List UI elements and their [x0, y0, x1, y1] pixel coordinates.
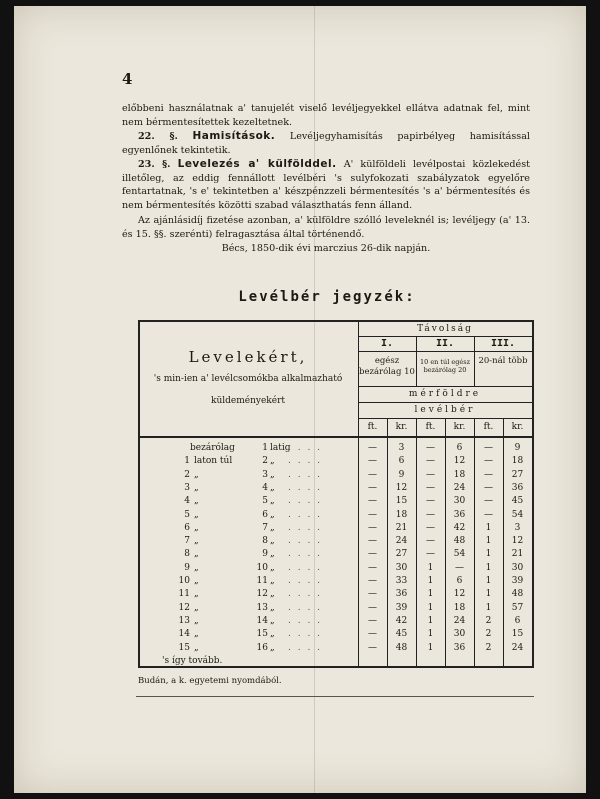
row-value: 3 — [398, 443, 405, 453]
row-value: — — [368, 629, 377, 640]
row-label: „ — [194, 602, 199, 613]
row-value: — — [484, 443, 493, 453]
row-value: 24 — [511, 642, 524, 653]
row-value: 57 — [511, 602, 524, 613]
row-value: 15 — [511, 629, 524, 640]
row-unit: „ — [270, 509, 275, 520]
section-22-heading: Hamisítások. — [192, 130, 276, 142]
row-value: — — [368, 549, 377, 560]
row-unit: „ — [270, 642, 275, 653]
row-dots: . . . . — [288, 509, 323, 520]
table-row — [140, 575, 532, 587]
row-value: — — [368, 562, 377, 573]
row-value: — — [484, 509, 493, 520]
row-from: 15 — [178, 642, 190, 653]
row-to: 1 — [262, 443, 268, 453]
section-22 — [122, 130, 530, 157]
row-value: — — [484, 456, 493, 467]
row-to: 3 — [262, 469, 268, 480]
row-to: 9 — [262, 549, 268, 560]
row-from: 10 — [178, 576, 190, 586]
row-value: 48 — [395, 642, 408, 653]
row-label: „ — [194, 642, 199, 653]
document-page — [14, 6, 586, 793]
tariff-table — [138, 320, 534, 668]
row-to: 13 — [256, 602, 268, 613]
paragraph-continuation: előbbeni használatnak a' tanujelét viselő levéljegyekkel ellátva adatnak fel, mint nem bérmentesítettek kezeltetnek. — [122, 103, 530, 128]
row-label: „ — [194, 589, 199, 600]
table-row — [140, 495, 532, 507]
row-value: 1 — [485, 589, 492, 600]
row-value: 2 — [485, 629, 492, 640]
row-value: 12 — [395, 482, 408, 493]
row-value: 30 — [511, 562, 524, 573]
row-from: 6 — [184, 522, 190, 533]
table-row — [140, 642, 532, 654]
row-to: 6 — [262, 509, 268, 520]
row-dots: . . . . — [288, 629, 323, 640]
row-label: „ — [194, 562, 199, 573]
row-value: — — [426, 443, 435, 453]
header-letters-for: Levelekért, — [188, 348, 308, 366]
row-from: 8 — [184, 549, 190, 560]
divider — [358, 402, 532, 403]
row-value: 39 — [395, 602, 408, 613]
row-value: 42 — [395, 615, 408, 626]
row-from: 14 — [178, 629, 190, 640]
row-value: — — [426, 536, 435, 547]
section-23 — [122, 158, 530, 212]
row-value: 9 — [514, 443, 521, 453]
row-unit: „ — [270, 456, 275, 467]
row-value: 6 — [456, 576, 463, 586]
row-value: 12 — [511, 536, 524, 547]
row-unit: „ — [270, 522, 275, 533]
row-value: — — [484, 496, 493, 507]
col-ft-2: ft. — [425, 422, 436, 432]
row-label: „ — [194, 509, 199, 520]
row-label: bezárólag — [190, 443, 235, 453]
row-label: „ — [194, 549, 199, 560]
header-zone-1: I. — [380, 338, 394, 349]
row-unit: „ — [270, 615, 275, 626]
row-value: 21 — [511, 549, 524, 560]
zone-1-range: egész bezárólag 10 — [359, 356, 415, 377]
row-dots: . . . . — [288, 602, 323, 613]
row-value: 1 — [427, 589, 434, 600]
row-unit: „ — [270, 482, 275, 493]
table-row — [140, 535, 532, 547]
row-value: 15 — [395, 496, 408, 507]
row-value: 1 — [485, 536, 492, 547]
row-value: 24 — [453, 482, 466, 493]
row-value: 48 — [453, 536, 466, 547]
row-from: 5 — [184, 509, 190, 520]
header-distance: Távolság — [417, 324, 473, 334]
row-value: — — [368, 509, 377, 520]
row-dots: . . . . — [288, 443, 323, 453]
row-dots: . . . . — [288, 562, 323, 573]
row-label: „ — [194, 615, 199, 626]
row-value: — — [426, 509, 435, 520]
row-value: — — [368, 456, 377, 467]
row-value: 1 — [485, 576, 492, 586]
row-dots: . . . . — [288, 456, 323, 467]
page-number: 4 — [122, 70, 133, 88]
row-value: — — [368, 642, 377, 653]
divider — [358, 386, 532, 387]
row-label: „ — [194, 576, 199, 586]
table-row — [140, 615, 532, 627]
zone-3-range: 20-nál több — [478, 356, 528, 366]
row-value: 33 — [395, 576, 408, 586]
row-label: laton túl — [194, 456, 233, 467]
row-dots: . . . . — [288, 589, 323, 600]
row-value: 18 — [453, 602, 466, 613]
row-from: 12 — [178, 602, 190, 613]
row-value: 1 — [427, 576, 434, 586]
row-value: 12 — [453, 589, 466, 600]
row-to: 10 — [256, 562, 268, 573]
row-value: — — [368, 589, 377, 600]
row-to: 7 — [262, 522, 268, 533]
row-value: 2 — [485, 642, 492, 653]
row-value: 39 — [511, 576, 524, 586]
row-value: — — [368, 496, 377, 507]
row-to: 14 — [256, 615, 268, 626]
row-dots: . . . . — [288, 576, 323, 586]
row-to: 15 — [256, 629, 268, 640]
row-to: 12 — [256, 589, 268, 600]
header-postage: levélbér — [414, 405, 476, 415]
table-row-continuation — [140, 655, 532, 667]
row-value: 18 — [511, 456, 524, 467]
row-value: 3 — [514, 522, 521, 533]
row-dots: . . . . — [288, 549, 323, 560]
row-unit: „ — [270, 536, 275, 547]
table-row — [140, 442, 532, 454]
row-value: 54 — [453, 549, 466, 560]
row-unit: „ — [270, 629, 275, 640]
row-to: 5 — [262, 496, 268, 507]
row-unit: „ — [270, 602, 275, 613]
row-value: 36 — [511, 482, 524, 493]
row-value: — — [426, 456, 435, 467]
row-value: — — [368, 576, 377, 586]
row-unit: „ — [270, 576, 275, 586]
header-sub2: küldeményekért — [211, 396, 285, 406]
table-row — [140, 588, 532, 600]
row-value: — — [368, 469, 377, 480]
row-dots: . . . . — [288, 469, 323, 480]
row-value: 1 — [427, 642, 434, 653]
row-value: 1 — [485, 522, 492, 533]
col-kr-1: kr. — [395, 422, 408, 432]
row-value: 24 — [395, 536, 408, 547]
row-value: 6 — [514, 615, 521, 626]
row-value: — — [484, 469, 493, 480]
section-22-number: 22. §. — [138, 131, 178, 142]
row-value: 18 — [395, 509, 408, 520]
row-value: 1 — [485, 562, 492, 573]
row-value: 1 — [427, 629, 434, 640]
row-value: 6 — [398, 456, 405, 467]
row-to: 2 — [262, 456, 268, 467]
row-value: — — [368, 536, 377, 547]
row-unit: „ — [270, 562, 275, 573]
row-from: 11 — [178, 589, 190, 600]
section-23-text: A' külföldeli levélpostai közlekedést illetőleg, az eddig fennállott levélbéri 's sulyfokozati szabályzatok egyelőre fentartatnak, 's e' tekintetben a' készpénzzeli bérmentesítés 's a' bérmentesítés és nem bérmentesítés közötti szabad választhatás fenn álland. — [122, 159, 530, 211]
row-value: — — [368, 482, 377, 493]
row-from: 1 — [184, 456, 190, 467]
row-dots: . . . . — [288, 522, 323, 533]
row-unit: „ — [270, 549, 275, 560]
col-kr-2: kr. — [453, 422, 466, 432]
row-value: 45 — [511, 496, 524, 507]
row-value: 1 — [485, 602, 492, 613]
header-zone-3: III. — [490, 338, 516, 349]
row-unit: „ — [270, 589, 275, 600]
zone-2-range: 10 en túl egész bezárólag 20 — [420, 358, 470, 374]
row-value: 21 — [395, 522, 408, 533]
bottom-rule — [136, 696, 534, 697]
divider — [358, 351, 532, 352]
table-row — [140, 522, 532, 534]
row-dots: . . . . — [288, 482, 323, 493]
row-value: 30 — [453, 629, 466, 640]
table-row — [140, 482, 532, 494]
row-value: — — [426, 522, 435, 533]
row-to: 11 — [256, 576, 268, 586]
row-label: „ — [194, 469, 199, 480]
row-value: 45 — [395, 629, 408, 640]
row-value: 48 — [511, 589, 524, 600]
row-value: — — [368, 443, 377, 453]
row-value: 36 — [453, 509, 466, 520]
table-row — [140, 548, 532, 560]
section-23-heading: Levelezés a' külfölddel. — [177, 158, 337, 170]
row-value: — — [426, 482, 435, 493]
table-row — [140, 469, 532, 481]
row-value: 36 — [395, 589, 408, 600]
header-zone-2: II. — [435, 338, 455, 349]
row-dots: . . . . — [288, 615, 323, 626]
row-value: 1 — [427, 615, 434, 626]
table-row — [140, 628, 532, 640]
paragraph-abroad-fee: Az ajánlásidíj fizetése azonban, a' külföldre szólló leveleknél is; levéljegy (a' 13. és 15. §§. szerénti) felragasztása által történendő. — [122, 215, 530, 240]
row-label: „ — [194, 629, 199, 640]
row-label: „ — [194, 522, 199, 533]
continuation-text: 's így tovább. — [162, 655, 223, 666]
row-value: 24 — [453, 615, 466, 626]
header-sub1: 's min-ien a' levélcsomókba alkalmazható — [153, 374, 343, 384]
row-value: 1 — [427, 602, 434, 613]
row-value: — — [368, 615, 377, 626]
col-ft-3: ft. — [483, 422, 494, 432]
row-value: 1 — [427, 562, 434, 573]
col-ft-1: ft. — [367, 422, 378, 432]
table-row — [140, 602, 532, 614]
divider — [358, 336, 532, 337]
row-value: 30 — [395, 562, 408, 573]
row-value: — — [455, 562, 464, 573]
row-label: „ — [194, 536, 199, 547]
row-from: 3 — [184, 482, 190, 493]
row-unit: „ — [270, 496, 275, 507]
row-value: 54 — [511, 509, 524, 520]
table-row — [140, 455, 532, 467]
row-value: — — [368, 522, 377, 533]
row-to: 16 — [256, 642, 268, 653]
section-23-number: 23. §. — [138, 159, 171, 170]
row-from: 4 — [184, 496, 190, 507]
section-22-text: Levéljegyhamisítás papirbélyeg hamisítással egyenlőnek tekintetik. — [122, 131, 530, 156]
row-value: 27 — [511, 469, 524, 480]
tariff-title: Levélbér jegyzék: — [238, 289, 416, 305]
row-label: „ — [194, 496, 199, 507]
row-value: — — [426, 496, 435, 507]
row-from: 13 — [178, 615, 190, 626]
table-row — [140, 562, 532, 574]
row-value: 1 — [485, 549, 492, 560]
row-to: 8 — [262, 536, 268, 547]
table-row — [140, 509, 532, 521]
row-value: 27 — [395, 549, 408, 560]
row-dots: . . . . — [288, 496, 323, 507]
row-from: 9 — [184, 562, 190, 573]
row-value: 6 — [456, 443, 463, 453]
row-unit: latig — [270, 443, 291, 453]
row-value: — — [426, 469, 435, 480]
row-from: 7 — [184, 536, 190, 547]
date-line: Bécs, 1850-dik évi marczius 26-dik napján. — [221, 243, 431, 254]
row-from: 2 — [184, 469, 190, 480]
row-value: 2 — [485, 615, 492, 626]
col-kr-3: kr. — [511, 422, 524, 432]
header-miles: mérföldre — [408, 389, 482, 399]
row-value: — — [426, 549, 435, 560]
row-dots: . . . . — [288, 536, 323, 547]
row-to: 4 — [262, 482, 268, 493]
row-unit: „ — [270, 469, 275, 480]
row-value: 30 — [453, 496, 466, 507]
row-dots: . . . . — [288, 642, 323, 653]
row-value: 42 — [453, 522, 466, 533]
printer-note: Budán, a k. egyetemi nyomdából. — [138, 676, 282, 686]
row-value: 36 — [453, 642, 466, 653]
row-label: „ — [194, 482, 199, 493]
row-value: — — [368, 602, 377, 613]
row-value: 18 — [453, 469, 466, 480]
row-value: 9 — [398, 469, 405, 480]
row-value: 12 — [453, 456, 466, 467]
row-value: — — [484, 482, 493, 493]
